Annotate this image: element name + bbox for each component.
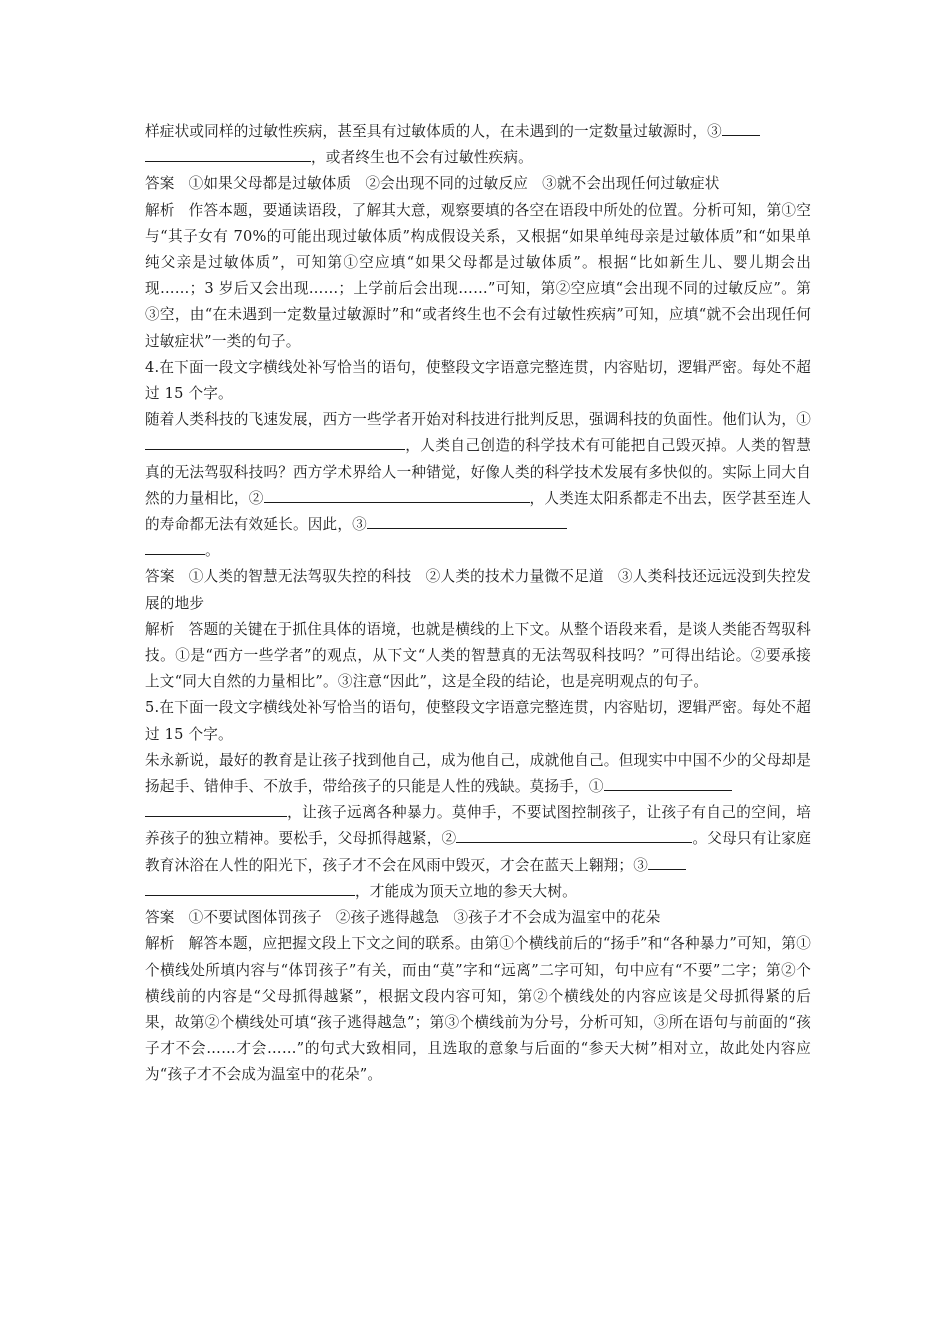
q5-answer-2: ②孩子逃得越急 (335, 909, 440, 927)
analysis-label: 解析 (145, 201, 175, 219)
q4-passage-part3: ，人类连太阳系都走不出去，医学甚至连人的寿命都无法有效延长。因此，③ (145, 489, 811, 534)
q4-answer-2: ②人类的技术力量微不足道 (425, 568, 604, 586)
q3-blank-3a[interactable] (722, 120, 760, 136)
q4-passage-part2: ，人类自己创造的科学技术有可能把自己毁灭掉。人类的智慧真的无法驾驭科技吗？西方学术界给人一种错觉，好像人类的科学技术发展有多快似的。实际上同大自然的力量相比，② (145, 437, 811, 507)
q3-blank-3b[interactable] (145, 146, 311, 162)
answer-label: 答案 (145, 175, 175, 193)
q5-answer (145, 905, 811, 931)
q3-answer-3: ③就不会出现任何过敏症状 (542, 175, 720, 193)
q4-blank-3b[interactable] (145, 539, 205, 555)
q4-passage-part1: 随着人类科技的飞速发展，西方一些学者开始对科技进行批判反思，强调科技的负面性。他们认为，① (145, 411, 811, 429)
q4-answer-3: ③人类科技还远远没到失控发展的地步 (145, 568, 811, 612)
q5-blank-3b[interactable] (145, 880, 355, 896)
q5-analysis (145, 931, 811, 1088)
q4-answer-1: ①人类的智慧无法驾驭失控的科技 (188, 568, 412, 586)
q5-stem: 5.在下面一段文字横线处补写恰当的语句，使整段文字语意完整连贯，内容贴切，逻辑严密。每处不超过 15 个字。 (145, 699, 811, 743)
q5-answer-3: ③孩子才不会成为温室中的花朵 (453, 909, 661, 927)
answer-label: 答案 (145, 909, 175, 927)
q3-passage-tail (145, 119, 811, 171)
q4-analysis-text: 答题的关键在于抓住具体的语境，也就是横线的上下文。从整个语段来看，是谈人类能否驾驭科技。①是“西方一些学者”的观点，从下文“人类的智慧真的无法驾驭科技吗？”可得出结论。②要承接上文“同大自然的力量相比”。③注意“因此”，这是全段的结论，也是亮明观点的句子。 (145, 620, 811, 691)
analysis-label: 解析 (145, 935, 175, 953)
q3-passage-line1: 样症状或同样的过敏性疾病，甚至具有过敏体质的人，在未遇到的一定数量过敏源时，③ (145, 123, 722, 140)
q5-blank-2[interactable] (456, 827, 692, 843)
q5-blank-1b[interactable] (145, 801, 287, 817)
q3-answer-2: ②会出现不同的过敏反应 (365, 175, 529, 193)
q5-answer-1: ①不要试图体罚孩子 (188, 909, 322, 927)
q5-blank-3a[interactable] (648, 854, 686, 870)
q5-passage-part1: 朱永新说，最好的教育是让孩子找到他自己，成为他自己，成就他自己。但现实中中国不少的父母却是扬起手、错伸手、不放手，带给孩子的只能是人性的残缺。莫扬手，① (145, 751, 811, 796)
q3-passage-line2: ，或者终生也不会有过敏性疾病。 (311, 149, 533, 167)
q5-passage-part3: 。父母只有让家庭教育沐浴在人性的阳光下，孩子才不会在风雨中毁灭，才会在蓝天上翱翔；③ (145, 830, 811, 874)
q4-blank-3a[interactable] (367, 513, 567, 529)
q5-passage-part2: ，让孩子远离各种暴力。莫伸手，不要试图控制孩子，让孩子有自己的空间，培养孩子的独立精神。要松手，父母抓得越紧，② (145, 804, 811, 848)
q3-answer (145, 171, 811, 197)
q3-analysis-text: 作答本题，要通读语段，了解其大意，观察要填的各空在语段中所处的位置。分析可知，第①空与“其子女有 70%的可能出现过敏体质”构成假设关系，又根据“如果单纯母亲是过敏体质”和“如果单纯父亲是过敏体质”，可知第①空应填“如果父母都是过敏体质”。根据“比如新生儿、婴儿期会出现……；3 岁后又会出现……；上学前后会出现……”可知，第②空应填“会出现不同的过敏反应”。第③空，由“在未遇到一定数量过敏源时”和“或者终生也不会有过敏性疾病”可知，应填“就不会出现任何过敏症状”一类的句子。 (145, 201, 811, 350)
answer-label: 答案 (145, 568, 175, 586)
q4-blank-2[interactable] (264, 487, 530, 503)
analysis-label: 解析 (145, 620, 175, 638)
q5-blank-1a[interactable] (604, 775, 732, 791)
q4-blank-1[interactable] (145, 434, 405, 450)
q3-answer-1: ①如果父母都是过敏体质 (188, 175, 352, 193)
q5-passage (145, 748, 811, 905)
document-page (145, 119, 811, 1089)
q3-analysis (145, 198, 811, 355)
q4-answer (145, 564, 811, 616)
q5-passage-part4: ，才能成为顶天立地的参天大树。 (355, 882, 577, 900)
q4-analysis (145, 617, 811, 696)
q4-passage (145, 407, 811, 564)
q4-stem: 4.在下面一段文字横线处补写恰当的语句，使整段文字语意完整连贯，内容贴切，逻辑严密。每处不超过 15 个字。 (145, 358, 811, 403)
q4-passage-part4: 。 (205, 542, 220, 560)
q5-analysis-text: 解答本题，应把握文段上下文之间的联系。由第①个横线前后的“扬手”和“各种暴力”可知，第①个横线处所填内容与“体罚孩子”有关，而由“莫”字和“远离”二字可知，句中应有“不要”二字；第②个横线前的内容是“父母抓得越紧”，根据文段内容可知，第②个横线处的内容应该是父母抓得紧的后果，故第②个横线处可填“孩子逃得越急”；第③个横线前为分号，分析可知，③所在语句与前面的“孩子才不会……才会……”的句式大致相同，且选取的意象与后面的“参天大树”相对立，故此处内容应为“孩子才不会成为温室中的花朵”。 (145, 935, 811, 1084)
